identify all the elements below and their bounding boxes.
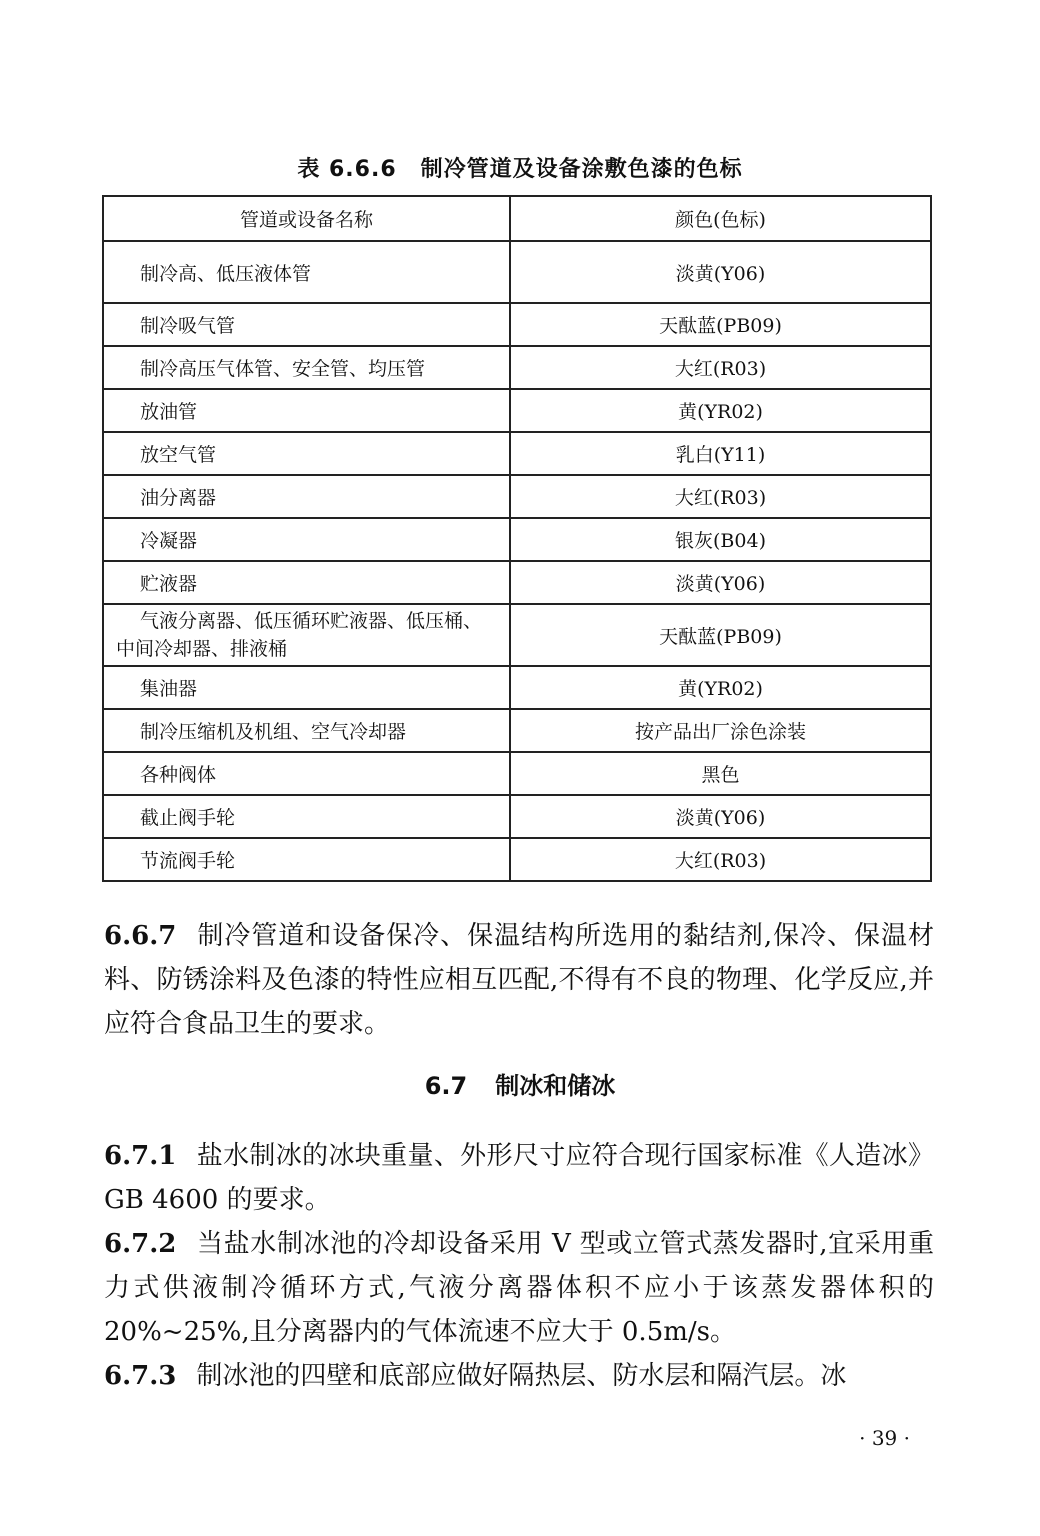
table-title: 制冷管道及设备涂敷色漆的色标 bbox=[420, 157, 743, 182]
clause-text: 制冰池的四壁和底部应做好隔热层、防水层和隔汽层。冰 bbox=[196, 1361, 847, 1391]
table-row bbox=[103, 241, 931, 303]
row-color: 大红(R03) bbox=[510, 838, 931, 881]
row-color: 天酞蓝(PB09) bbox=[510, 303, 931, 346]
table-caption bbox=[0, 152, 1040, 183]
row-color: 天酞蓝(PB09) bbox=[510, 604, 931, 666]
row-name: 贮液器 bbox=[103, 561, 510, 604]
clause-text: 当盐水制冰池的冷却设备采用 V 型或立管式蒸发器时,宜采用重力式供液制冷循环方式,气液分离器体积不应小于该蒸发器体积的 20%~25%,且分离器内的气体流速不应大于 0.5m/s。 bbox=[104, 1229, 934, 1347]
row-color: 黄(YR02) bbox=[510, 666, 931, 709]
table-row bbox=[103, 795, 931, 838]
table-header-row bbox=[103, 196, 931, 241]
table-row bbox=[103, 346, 931, 389]
row-name: 放油管 bbox=[103, 389, 510, 432]
table-row bbox=[103, 752, 931, 795]
header-color: 颜色(色标) bbox=[510, 196, 931, 241]
clause-6-7-1 bbox=[104, 1134, 934, 1222]
row-name: 截止阀手轮 bbox=[103, 795, 510, 838]
row-name: 放空气管 bbox=[103, 432, 510, 475]
clause-6-7-2 bbox=[104, 1222, 934, 1354]
row-color: 大红(R03) bbox=[510, 475, 931, 518]
row-color: 淡黄(Y06) bbox=[510, 795, 931, 838]
header-name: 管道或设备名称 bbox=[103, 196, 510, 241]
table-row bbox=[103, 518, 931, 561]
table-row bbox=[103, 838, 931, 881]
table-row bbox=[103, 432, 931, 475]
clause-number: 6.7.2 bbox=[104, 1229, 177, 1259]
section-number: 6.7 bbox=[424, 1072, 468, 1100]
table-row bbox=[103, 561, 931, 604]
row-color: 大红(R03) bbox=[510, 346, 931, 389]
section-heading bbox=[0, 1066, 1040, 1101]
row-name: 制冷吸气管 bbox=[103, 303, 510, 346]
table-row bbox=[103, 604, 931, 666]
row-color: 按产品出厂涂色涂装 bbox=[510, 709, 931, 752]
row-color: 淡黄(Y06) bbox=[510, 241, 931, 303]
clause-text: 制冷管道和设备保冷、保温结构所选用的黏结剂,保冷、保温材料、防锈涂料及色漆的特性应相互匹配,不得有不良的物理、化学反应,并应符合食品卫生的要求。 bbox=[104, 921, 934, 1039]
clause-number: 6.6.7 bbox=[104, 921, 177, 951]
clause-number: 6.7.3 bbox=[104, 1361, 177, 1391]
clause-6-6-7 bbox=[104, 914, 934, 1046]
row-color: 黄(YR02) bbox=[510, 389, 931, 432]
row-name: 集油器 bbox=[103, 666, 510, 709]
color-code-table bbox=[102, 195, 932, 882]
row-name: 节流阀手轮 bbox=[103, 838, 510, 881]
row-name: 油分离器 bbox=[103, 475, 510, 518]
row-name: 制冷高压气体管、安全管、均压管 bbox=[103, 346, 510, 389]
page-number: · 39 · bbox=[859, 1426, 910, 1450]
row-name: 制冷高、低压液体管 bbox=[103, 241, 510, 303]
table-row bbox=[103, 709, 931, 752]
row-name: 冷凝器 bbox=[103, 518, 510, 561]
table-row bbox=[103, 475, 931, 518]
row-color: 乳白(Y11) bbox=[510, 432, 931, 475]
row-color: 银灰(B04) bbox=[510, 518, 931, 561]
section-title: 制冰和储冰 bbox=[495, 1072, 616, 1100]
table-row bbox=[103, 666, 931, 709]
row-name: 各种阀体 bbox=[103, 752, 510, 795]
table-row bbox=[103, 389, 931, 432]
table-number: 表 6.6.6 bbox=[297, 157, 397, 182]
clause-6-7-3 bbox=[104, 1354, 934, 1398]
row-name: 制冷压缩机及机组、空气冷却器 bbox=[103, 709, 510, 752]
clause-text: 盐水制冰的冰块重量、外形尺寸应符合现行国家标准《人造冰》GB 4600 的要求。 bbox=[104, 1141, 934, 1215]
table-row bbox=[103, 303, 931, 346]
row-color: 黑色 bbox=[510, 752, 931, 795]
clause-number: 6.7.1 bbox=[104, 1141, 177, 1171]
row-color: 淡黄(Y06) bbox=[510, 561, 931, 604]
row-name: 气液分离器、低压循环贮液器、低压桶、中间冷却器、排液桶 bbox=[103, 604, 510, 666]
